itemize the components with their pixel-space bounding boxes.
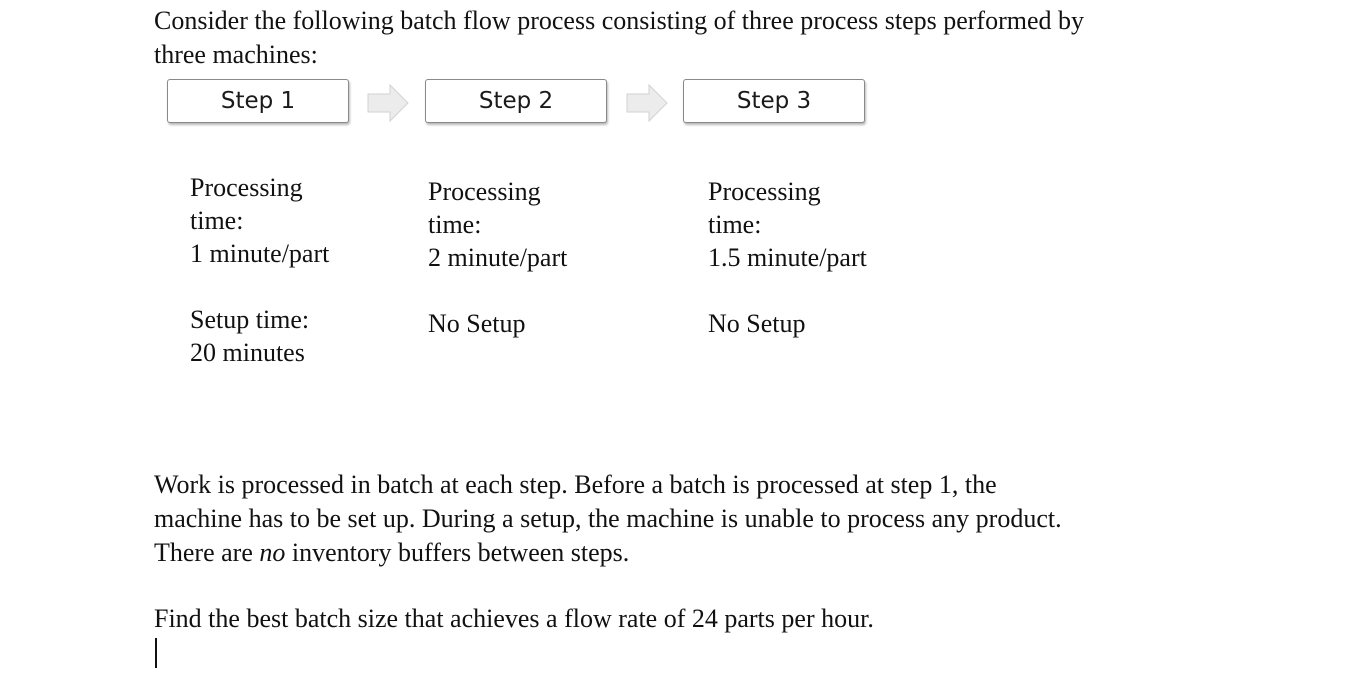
step-1-label: Step 1 <box>220 88 296 114</box>
step-3-setup-time <box>708 307 806 340</box>
processing-time-value: 2 minute/part <box>428 243 568 272</box>
question-text: Find the best batch size that achieves a flow rate of 24 parts per hour. <box>154 604 874 633</box>
processing-time-label: time: <box>190 206 244 235</box>
description-text: There are <box>154 538 260 567</box>
step-2-processing-time <box>428 175 567 274</box>
step-1-setup-time <box>190 303 309 369</box>
right-arrow-icon <box>625 82 669 124</box>
question-paragraph <box>154 602 1214 636</box>
setup-time-label: Setup time: <box>190 305 310 334</box>
processing-heading: Processing <box>428 177 541 206</box>
emphasis-text: no <box>259 538 286 567</box>
description-line-3 <box>154 536 1214 570</box>
description-line-2: machine has to be set up. During a setup, the machine is unable to process any product. <box>154 504 1062 533</box>
step-3-label: Step 3 <box>736 88 812 114</box>
processing-time-value: 1 minute/part <box>190 239 330 268</box>
intro-line-2: three machines: <box>154 40 318 69</box>
text-cursor <box>155 638 157 668</box>
processing-time-label: time: <box>708 210 762 239</box>
description-paragraph <box>154 468 1214 570</box>
setup-time-label: No Setup <box>428 309 526 338</box>
step-2-box <box>425 79 607 123</box>
processing-heading: Processing <box>708 177 821 206</box>
step-3-box <box>683 79 865 123</box>
setup-time-label: No Setup <box>708 309 806 338</box>
intro-paragraph <box>154 4 1214 72</box>
intro-line-1: Consider the following batch flow process consisting of three process steps performed by <box>154 6 1085 35</box>
processing-heading: Processing <box>190 173 303 202</box>
setup-time-value: 20 minutes <box>190 338 305 367</box>
description-line-1: Work is processed in batch at each step. Before a batch is processed at step 1, the <box>154 470 997 499</box>
processing-time-value: 1.5 minute/part <box>708 243 867 272</box>
processing-time-label: time: <box>428 210 482 239</box>
step-3-processing-time <box>708 175 867 274</box>
step-1-processing-time <box>190 171 329 270</box>
description-text: inventory buffers between steps. <box>285 538 630 567</box>
step-2-label: Step 2 <box>478 88 554 114</box>
step-1-box <box>167 79 349 123</box>
right-arrow-icon <box>366 82 410 124</box>
step-2-setup-time <box>428 307 526 340</box>
